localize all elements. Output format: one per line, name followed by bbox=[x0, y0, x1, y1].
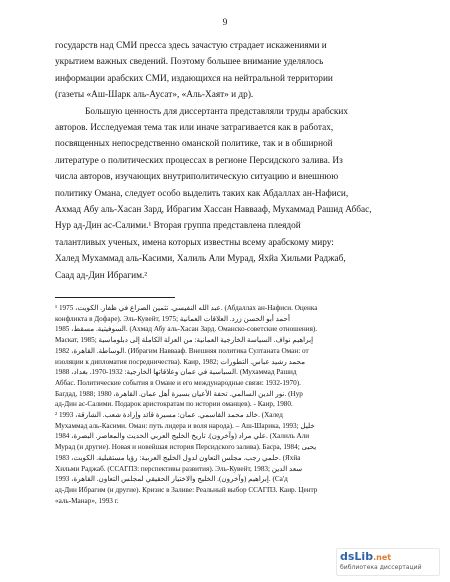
text-line: литературе о политических процессах в регионе Персидского залива. Из bbox=[55, 155, 343, 166]
footnote-line: конфликта в Дофаре). Эль-Кувейт, 1975; أحمد أبو الحسن زرد. العلاقات العمانية bbox=[55, 314, 290, 323]
dslib-watermark[interactable] bbox=[336, 548, 440, 576]
footnote-line: Багдад, 1988; نور الدين السالمي. تحفة الأعيان بسيرة أهل عمان. القاهرة، 1980. (Нур bbox=[55, 389, 303, 398]
footnote-separator bbox=[55, 297, 175, 298]
footnote-line: السوفيتية. مسقط، 1985. (Ахмад Абу аль-Хасан Зард. Оманско-советские отношения). bbox=[55, 325, 318, 334]
footnote-line: السياسية في عمان وعلاقاتها الخارجية: 1932-1970. بغداد، 1988. (Мухаммад Рашид bbox=[55, 368, 297, 377]
main-text bbox=[55, 38, 403, 284]
watermark-logo bbox=[340, 550, 436, 564]
text-line: числа авторов, изучающих внутриполитическую ситуацию и внешнюю bbox=[55, 172, 339, 183]
footnote-line: изоляции к дипломатия посредничества). Каир, 1982; محمد رشيد عباس. التطورات bbox=[55, 357, 306, 366]
text-line: талантливых ученых, имена которых известны всему арабскому миру: bbox=[55, 237, 334, 248]
footnote-line: Маскат, 1985; إبراهيم نواف. السياسة الخارجية العمانية: من العزلة الكاملة إلى دبلوماسية bbox=[55, 336, 314, 345]
text-line: (газеты «Аш-Шарк аль-Аусат», «Аль-Хаят» и др). bbox=[55, 90, 254, 101]
text-line: политику Омана, следует особо выделить таких как Абдаллах ан-Нафиси, bbox=[55, 188, 349, 199]
text-line: Халед Мухаммад аль-Касими, Халиль Али Мурад, Яхйа Хильми Раджаб, bbox=[55, 254, 346, 265]
footnote-line: Аббас. Политические события в Омане и его международные связи: 1932-1970). bbox=[55, 378, 301, 387]
watermark-tld: .net bbox=[373, 553, 392, 562]
text-line: Нур ад-Дин ас-Салими.¹ Вторая группа представлена плеядой bbox=[55, 221, 301, 232]
footnote-line: ¹ عبد الله النفيسي. تثمين الصراع في ظفار. الكويت، 1975. (Абдаллах ан-Нафиси. Оценка bbox=[55, 304, 318, 312]
paragraph-2 bbox=[55, 104, 403, 284]
text-line: Саад ад-Дин Ибрагим.² bbox=[55, 270, 148, 281]
footnote-line: ад-Дин Ибрагим (и другие). Кризис в Заливе: Реальный выбор ССАГПЗ. Каир. Центр bbox=[55, 485, 318, 494]
footnote-line: Мухаммад аль-Касими. Оман: путь лидера и воля народа). – Аш-Шарика, 1993; خليل bbox=[55, 421, 315, 430]
text-line: Большую ценность для диссертанта представляли труды арабских bbox=[85, 106, 348, 117]
watermark-site: dsLib bbox=[340, 550, 374, 563]
footnote-line: علي مراد (وآخرون). تاريخ الخليج العربي الحديث والمعاصر. البصرة، 1984. (Халиль Али bbox=[55, 432, 310, 441]
text-line: Ахмад Абу аль-Хасан Зард, Ибрагим Хассан Наввааф, Мухаммад Рашид Аббас, bbox=[55, 205, 372, 216]
text-line: укрытием важных сведений. Поэтому большее внимание уделялось bbox=[55, 57, 324, 68]
footnote-line: إبراهيم (وآخرون). الخليج والاختيار الحقيقي لمجلس التعاون. القاهرة، 1993. (Са'д bbox=[55, 475, 288, 484]
footnote-line: حلمي رجب. مجلس التعاون لدول الخليج العربية: رؤيا مستقبلية. الكويت، 1983. (Яхйа bbox=[55, 453, 301, 462]
footnote-line: ² خالد محمد القاسمي. عمان: مسيرة قائد وإرادة شعب. الشارقة، 1993. (Халед bbox=[55, 411, 283, 420]
watermark-caption: библиотека диссертаций bbox=[340, 564, 422, 571]
paragraph-1 bbox=[55, 38, 403, 104]
text-line: информации арабских СМИ, издающихся на нейтральной территории bbox=[55, 73, 333, 84]
text-line: посвященных непосредственно оманской политике, так и в обширной bbox=[55, 139, 333, 150]
footnote-line: الوساطة. القاهرة، 1982. (Ибрагим Наввааф. Внешняя политика Султаната Оман: от bbox=[55, 346, 309, 355]
text-line: государств над СМИ пресса здесь зачастую страдает искажениями и bbox=[55, 41, 327, 51]
text-line: авторов. Исследуемая тема так или иначе затрагивается как в работах, bbox=[55, 123, 334, 134]
footnote-line: ад-Дин ас-Салими. Подарок аристократам по истории оманцев). - Каир, 1980. bbox=[55, 400, 293, 409]
footnote-line: Мурад (и другие). Новая и новейшая история Персидского залива). Басра, 1984; يحيى bbox=[55, 443, 317, 452]
footnote-line: «аль-Манар», 1993 г. bbox=[55, 496, 119, 505]
page-number: 9 bbox=[222, 18, 228, 28]
footnotes bbox=[55, 303, 403, 506]
footnote-line: Хильми Раджаб. (ССАГПЗ: перспективы развития). Эль-Кувейт, 1983; سعد الدين bbox=[55, 464, 303, 473]
